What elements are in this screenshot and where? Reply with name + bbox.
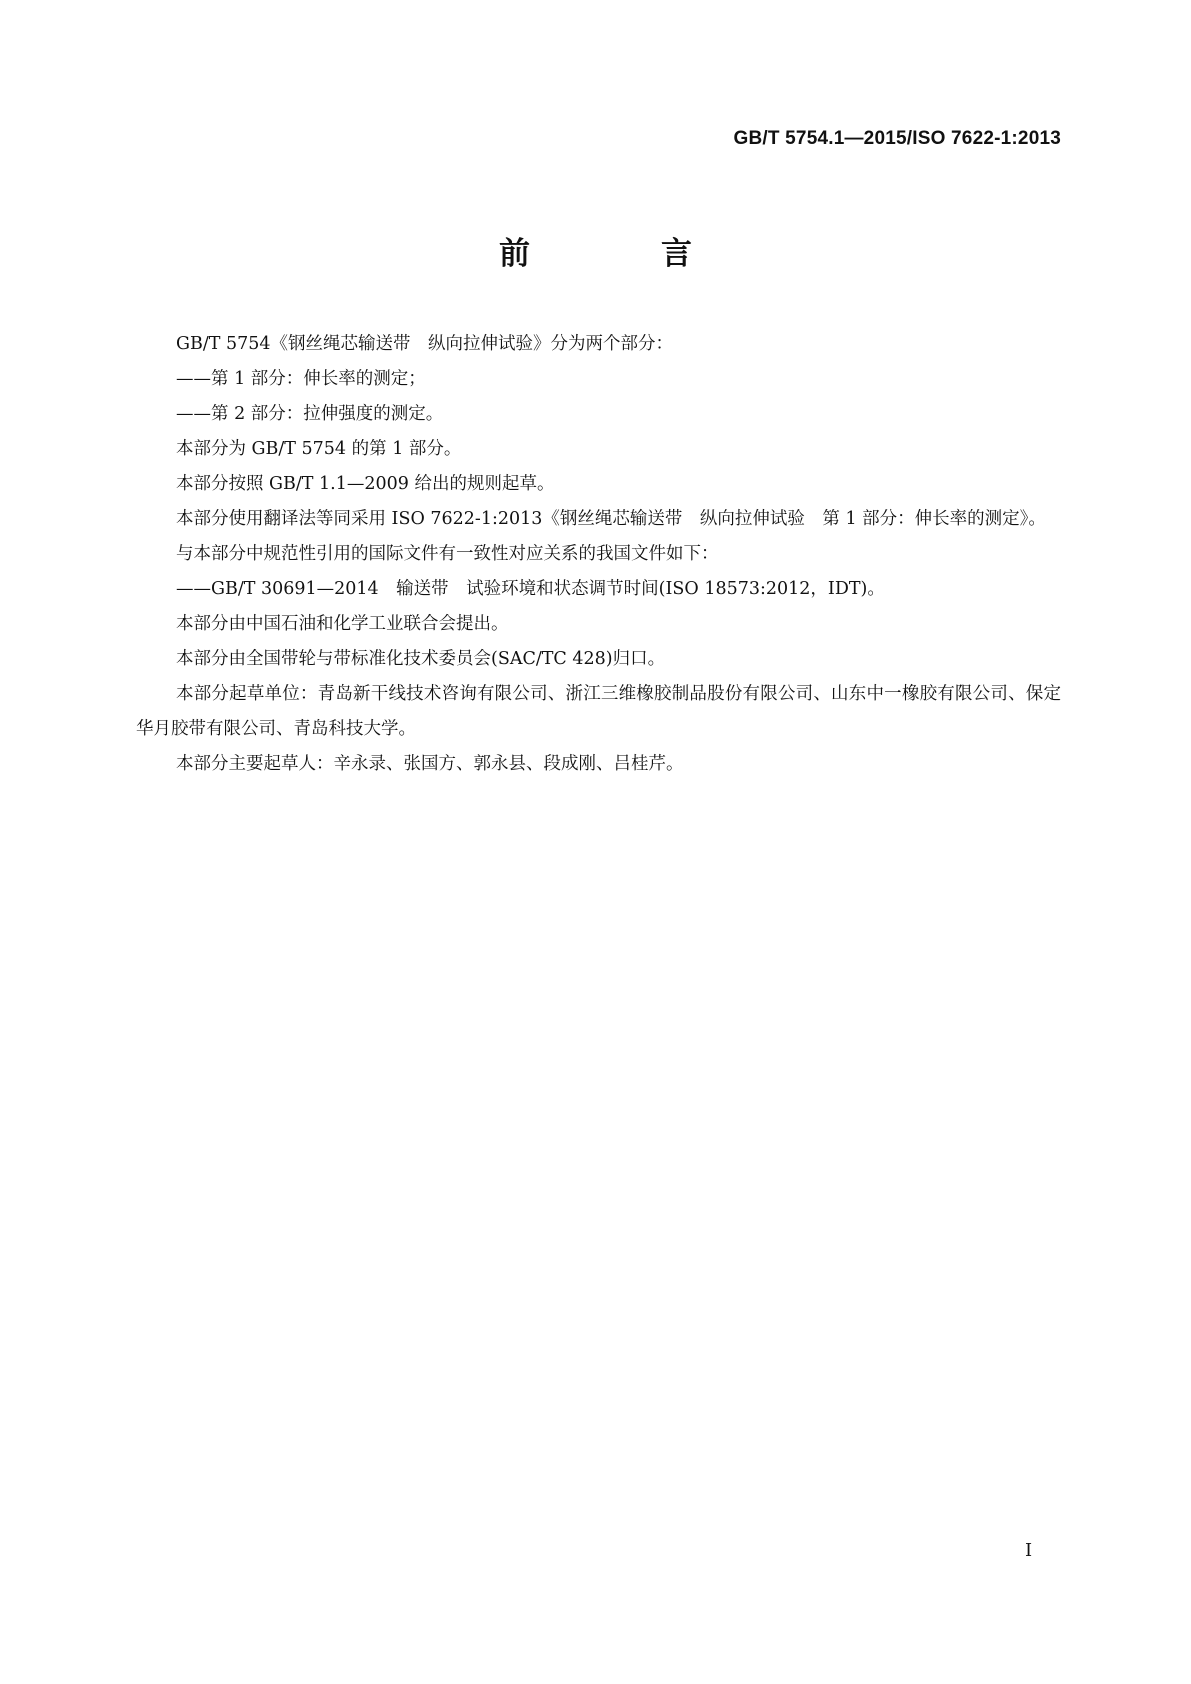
page-number: I — [1025, 1540, 1033, 1561]
foreword-body — [136, 327, 1061, 782]
paragraph-part-1: ——第 1 部分：伸长率的测定； — [176, 369, 426, 389]
paragraph-this-part: 本部分为 GB/T 5754 的第 1 部分。 — [176, 439, 462, 459]
paragraph-correspondence-intro: 与本部分中规范性引用的国际文件有一致性对应关系的我国文件如下： — [176, 544, 719, 564]
paragraph-part-2: ——第 2 部分：拉伸强度的测定。 — [176, 404, 444, 424]
paragraph-centralized-by: 本部分由全国带轮与带标准化技术委员会(SAC/TC 428)归口。 — [176, 649, 666, 669]
standard-code: GB/T 5754.1—2015/ISO 7622-1:2013 — [733, 128, 1061, 149]
paragraph-correspondence-item: ——GB/T 30691—2014 输送带 试验环境和状态调节时间(ISO 18573:2012，IDT)。 — [176, 579, 885, 599]
paragraph-drafting-rules: 本部分按照 GB/T 1.1—2009 给出的规则起草。 — [176, 474, 555, 494]
page-title: 前 言 — [499, 236, 742, 272]
paragraph-drafting-units: 本部分起草单位：青岛新干线技术咨询有限公司、浙江三维橡胶制品股份有限公司、山东中一橡胶有限公司、保定华月胶带有限公司、青岛科技大学。 — [136, 684, 1061, 739]
paragraph-proposed-by: 本部分由中国石油和化学工业联合会提出。 — [176, 614, 509, 634]
paragraph-adoption: 本部分使用翻译法等同采用 ISO 7622-1:2013《钢丝绳芯输送带 纵向拉伸试验 第 1 部分：伸长率的测定》。 — [176, 509, 1046, 529]
paragraph-parts-intro: GB/T 5754《钢丝绳芯输送带 纵向拉伸试验》分为两个部分： — [176, 334, 674, 354]
paragraph-drafters: 本部分主要起草人：辛永录、张国方、郭永县、段成刚、吕桂芹。 — [176, 754, 684, 774]
